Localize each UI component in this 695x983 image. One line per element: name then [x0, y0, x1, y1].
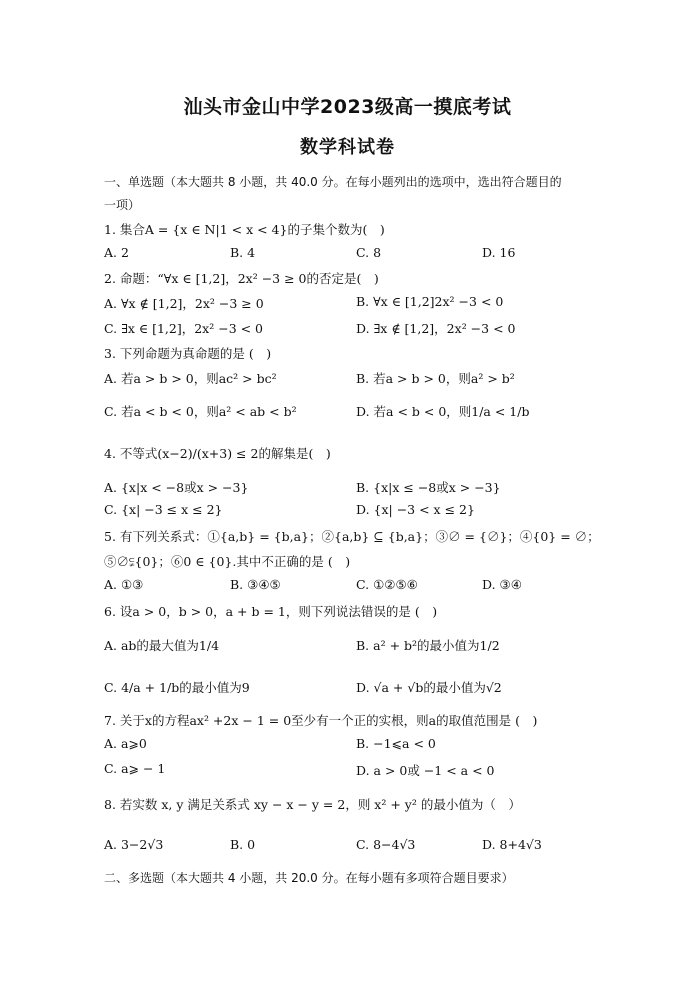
q1-option-c: C. 8	[356, 245, 382, 260]
q5-option-d: D. ③④	[482, 577, 522, 592]
q1-option-a: A. 2	[104, 245, 129, 260]
q5-stem: 5. 有下列关系式：①{a,b} = {b,a}；②{a,b} ⊆ {b,a}；③∅ = {∅}；④{0} = ∅；	[104, 529, 600, 544]
q3-option-d: D. 若a < b < 0，则1/a < 1/b	[356, 404, 530, 419]
q6-option-a: A. ab的最大值为1/4	[104, 638, 220, 653]
q1-option-d: D. 16	[482, 245, 516, 260]
q7-stem: 7. 关于x的方程ax² +2x − 1 = 0至少有一个正的实根，则a的取值范围是 ( )	[104, 713, 538, 728]
q4-stem: 4. 不等式(x−2)/(x+3) ≤ 2的解集是( )	[104, 446, 331, 461]
q4-option-d: D. {x| −3 < x ≤ 2}	[356, 502, 475, 517]
q4-option-c: C. {x| −3 ≤ x ≤ 2}	[104, 502, 223, 517]
q2-stem: 2. 命题：“∀x ∈ [1,2]，2x² −3 ≥ 0的否定是( )	[104, 271, 379, 286]
q5-option-a: A. ①③	[104, 577, 144, 592]
q6-option-b: B. a² + b²的最小值为1/2	[356, 638, 500, 653]
q2-option-b: B. ∀x ∈ [1,2]2x² −3 < 0	[356, 294, 504, 309]
q6-option-d: D. √a + √b的最小值为√2	[356, 680, 502, 695]
section1-heading-cont: 一项）	[104, 198, 141, 212]
q7-option-c: C. a⩾ − 1	[104, 761, 166, 776]
q8-option-d: D. 8+4√3	[482, 837, 542, 852]
q8-option-c: C. 8−4√3	[356, 837, 416, 852]
exam-title: 汕头市金山中学2023级高一摸底考试	[183, 96, 512, 118]
q3-option-a: A. 若a > b > 0，则ac² > bc²	[104, 371, 277, 386]
q2-option-d: D. ∃x ∉ [1,2]，2x² −3 < 0	[356, 321, 516, 336]
q6-option-c: C. 4/a + 1/b的最小值为9	[104, 680, 250, 695]
q1-option-b: B. 4	[230, 245, 256, 260]
q4-option-a: A. {x|x < −8或x > −3}	[104, 480, 249, 495]
section2-heading: 二、多选题（本大题共 4 小题，共 20.0 分。在每小题有多项符合题目要求）	[104, 871, 514, 885]
q3-stem: 3. 下列命题为真命题的是 ( )	[104, 346, 272, 361]
exam-subtitle: 数学科试卷	[300, 137, 395, 158]
q8-option-b: B. 0	[230, 837, 256, 852]
q7-option-b: B. −1⩽a < 0	[356, 736, 436, 751]
section1-heading: 一、单选题（本大题共 8 小题，共 40.0 分。在每小题列出的选项中，选出符合题目的	[104, 175, 562, 189]
q4-option-b: B. {x|x ≤ −8或x > −3}	[356, 480, 501, 495]
q1-stem: 1. 集合A = {x ∈ N|1 < x < 4}的子集个数为( )	[104, 222, 385, 237]
q8-option-a: A. 3−2√3	[104, 837, 164, 852]
q5-option-b: B. ③④⑤	[230, 577, 281, 592]
q2-option-c: C. ∃x ∈ [1,2]，2x² −3 < 0	[104, 321, 264, 336]
q7-option-a: A. a⩾0	[104, 736, 147, 751]
q6-stem: 6. 设a > 0，b > 0，a + b = 1，则下列说法错误的是 ( )	[104, 604, 438, 619]
q3-option-b: B. 若a > b > 0，则a² > b²	[356, 371, 515, 386]
q7-option-d: D. a > 0或 −1 < a < 0	[356, 763, 495, 778]
q3-option-c: C. 若a < b < 0，则a² < ab < b²	[104, 404, 297, 419]
q8-stem: 8. 若实数 x, y 满足关系式 xy − x − y = 2，则 x² + y² 的最小值为（ ）	[104, 797, 521, 812]
q2-option-a: A. ∀x ∉ [1,2]，2x² −3 ≥ 0	[104, 296, 264, 311]
q5-stem-cont: ⑤∅⫋{0}；⑥0 ∈ {0}.其中不正确的是 ( )	[104, 554, 351, 569]
q5-option-c: C. ①②⑤⑥	[356, 577, 418, 592]
